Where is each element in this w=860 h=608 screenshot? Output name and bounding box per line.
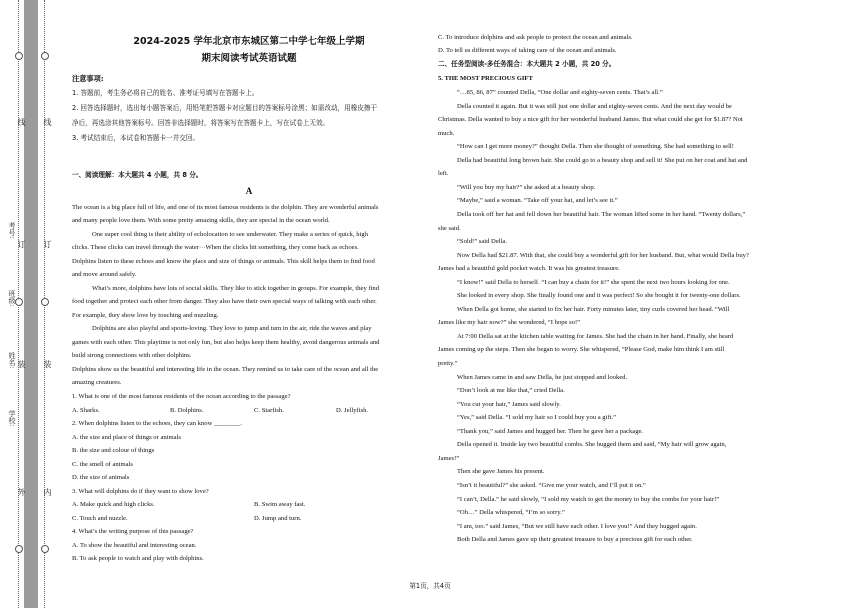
outer-mark-wai: 外 (17, 488, 26, 496)
q4-option-b[interactable]: B. To ask people to watch and play with dolphins. (72, 555, 204, 562)
q1-option-d[interactable]: D. Jellyfish. (336, 407, 369, 414)
binding-hole-icon (41, 545, 49, 553)
binding-hole-icon (15, 298, 23, 306)
inner-mark-line: 线 (43, 118, 52, 126)
story-line: When James came in and saw Della, he just stopped and looked. (457, 373, 628, 381)
story-line: “How can I get more money?” thought Della. Then she thought of something. She had something to sell! (457, 143, 734, 151)
q3-option-b[interactable]: B. Swim away fast. (254, 501, 306, 508)
notes-heading: 注意事项: (72, 74, 104, 83)
question-3-stem: 3. What will dolphins do if they want to show love? (72, 488, 209, 495)
story-line: Then she gave James his present. (457, 468, 545, 476)
story-line: “I am, too.” said James, “But we still have each other. I love you!” And they hugged again. (457, 522, 697, 530)
q2-option-a[interactable]: A. the size and place of things or animals (72, 434, 181, 441)
story-line: “I can’t, Della.” he said slowly, “I sold my watch to get the money to buy the combs for your hair!” (457, 495, 720, 503)
question-1-stem: 1. What is one of the most famous residents of the ocean according to the passage? (72, 393, 291, 400)
q3-option-a[interactable]: A. Make quick and high clicks. (72, 501, 155, 508)
story-line: James like my hair now?” she wondered, “I hope so!” (438, 319, 581, 327)
exam-subtitle: 期末阅读考试英语试题 (201, 53, 297, 64)
story-line: “Thank you,” said James and hugged her. Then he gave her a package. (457, 427, 644, 435)
story-line: “You cut your hair,” James said slowly. (457, 400, 561, 408)
binding-hole-icon (41, 298, 49, 306)
q2-option-b[interactable]: B. the size and colour of things (72, 447, 155, 454)
school-field-label: 学校: (8, 410, 16, 427)
inner-mark-zhuang: 装 (43, 360, 52, 368)
story-line: When Della got home, she started to fix her hair. Forty minutes later, tiny curls covered her head. “Will (457, 305, 730, 313)
inner-mark-nei: 内 (43, 488, 52, 496)
notes-item: 2. 回答选择题时，选出每小题答案后，用铅笔把答题卡对应题目的答案标号涂黑；如需改动，用橡皮擦干 (72, 104, 378, 112)
binding-margin (0, 0, 62, 608)
binding-hole-icon (15, 545, 23, 553)
passage-line: What’s more, dolphins have lots of social skills. They like to stick together in groups. For example, they find (92, 285, 380, 292)
q1-option-c[interactable]: C. Starfish. (254, 407, 284, 414)
passage-title: 5. THE MOST PRECIOUS GIFT (438, 75, 533, 82)
passage-line: and move around safely. (72, 271, 137, 278)
outer-mark-zhuang: 装 (17, 360, 26, 368)
class-field-label: 班级: (8, 290, 16, 307)
story-line: James had a beautiful gold pocket watch. It was his greatest treasure. (438, 265, 620, 273)
notes-item: 净后，再选涂其他答案标号。回答非选择题时，将答案写在答题卡上，写在试卷上无效。 (72, 119, 330, 127)
story-line: Della had beautiful long brown hair. She could go to a beauty shop and sell it! She put on her coat and hat and (457, 156, 748, 164)
binding-strip (24, 0, 38, 608)
passage-line: amazing creatures. (72, 379, 122, 386)
q4-option-a[interactable]: A. To show the beautiful and interesting ocean. (72, 542, 197, 549)
story-line: She looked in every shop. She finally found one and it was perfect! So she bought it for twenty-one dollars. (457, 292, 741, 300)
story-line: “I know!” said Della to herself. “I can buy a chain for it!” she spent the next two hours looking for one. (457, 278, 730, 286)
passage-line: One super cool thing is their ability of echolocation to see underwater. They make a series of quick, high (92, 231, 369, 238)
notes-item: 3. 考试结束后，本试卷和答题卡一并交回。 (72, 134, 200, 142)
story-line: much. (438, 129, 455, 137)
q4-option-d[interactable]: D. To tell us different ways of taking care of the ocean and animals. (438, 47, 617, 54)
story-line: Della counted it again. But it was still just one dollar and eighty-seven cents. And the next day would be (457, 102, 732, 110)
passage-line: Dolphins are also playful and sports-loving. They love to jump and turn in the air, ride the waves and play (92, 325, 372, 332)
outer-mark-line: 线 (17, 118, 26, 126)
story-line: Both Della and James gave up their greatest treasure to buy a precious gift for each other. (457, 536, 693, 544)
exam-number-field-label: 考号: (8, 222, 16, 239)
exam-title: 2024-2025 学年北京市东城区第二中学七年级上学期 (133, 36, 365, 47)
story-line: At 7:00 Della sat at the kitchen table waiting for James. She had the chain in her hand. Finally, she heard (457, 332, 734, 340)
passage-line: and many people love them. With some pretty amazing skills, they are special in the ocean world. (72, 217, 330, 224)
story-line: “Isn’t it beautiful?” she asked. “Give me your watch, and I’ll put it on.” (457, 481, 646, 489)
inner-mark-ding: 订 (43, 240, 52, 248)
passage-line: food together and protect each other from danger. They also have their own special ways of talking with each other. (72, 298, 377, 305)
story-line: “Don’t look at me like that,” cried Della. (457, 387, 565, 395)
section2-heading: 二、任务型阅读-多任务混合：本大题共 2 小题，共 20 分。 (438, 60, 616, 68)
question-2-stem: 2. When dolphins listen to the echoes, they can know ________. (72, 420, 243, 427)
q3-option-d[interactable]: D. Jump and turn. (254, 515, 302, 522)
q1-option-b[interactable]: B. Dolphins. (170, 407, 204, 414)
story-line: “…85, 86, 87” counted Della, “One dollar and eighty-seven cents. That’s all.” (457, 89, 663, 96)
binding-hole-icon (15, 52, 23, 60)
question-4-stem: 4. What’s the writing purpose of this passage? (72, 528, 194, 535)
q2-option-d[interactable]: D. the size of animals (72, 474, 130, 481)
q3-option-c[interactable]: C. Touch and nuzzle. (72, 515, 128, 522)
q2-option-c[interactable]: C. the smell of animals (72, 461, 133, 468)
passage-line: build strong connections with other dolphins. (72, 352, 192, 359)
story-line: she said. (438, 224, 461, 232)
outer-mark-ding: 订 (17, 240, 26, 248)
story-line: Christmas. Della wanted to buy a nice gift for her wonderful husband James. But what could she get for $1.87? Not (438, 116, 743, 124)
story-line: Della took off her hat and fell down her beautiful hair. The woman lifted some in her hand. “Twenty dollars,” (457, 210, 746, 218)
story-line: left. (438, 170, 449, 178)
passage-line: clicks. These clicks can travel through the water···When the clicks hit something, they come back as echoes. (72, 244, 359, 251)
section1-heading: 一、阅读理解：本大题共 4 小题，共 8 分。 (72, 171, 203, 179)
story-line: “Oh…” Della whispered, “I’m so sorry.” (457, 509, 565, 517)
story-line: James coming up the steps. Then she began to worry. She whispered, “Please God, make him think I am still (438, 346, 725, 354)
passage-line: Dolphins show us the beautiful and interesting life in the ocean. They remind us to take care of the ocean and all the (72, 366, 379, 373)
passage-line: games with each other. This playtime is not only fun, but also helps keep them healthy, avoid dangerous animals and (72, 339, 380, 346)
binding-hole-icon (41, 52, 49, 60)
story-line: “Yes,” said Della. “I sold my hair so I could buy you a gift.” (457, 414, 617, 422)
passage-line: The ocean is a big place full of life, and one of its most famous residents is the dolphin. They are wonderful animals (72, 204, 379, 211)
passage-line: Dolphins listen to these echoes and know the place and size of things or animals. This skill helps them to find food (72, 258, 375, 265)
story-line: pretty.” (438, 360, 458, 367)
story-line: Della opened it. Inside lay two beautiful combs. She hugged them and said, “My hair will grow again, (457, 441, 727, 449)
page-footer: 第1页，共4页 (409, 582, 451, 590)
passage-line: For example, they show love by touching and nuzzling. (72, 312, 219, 319)
passage-label: A (245, 186, 253, 196)
story-line: “Will you buy my hair?” she asked at a beauty shop. (457, 183, 596, 191)
story-line: “Maybe,” said a woman. “Take off your hat, and let’s see it.” (457, 197, 618, 205)
name-field-label: 姓名: (8, 352, 16, 369)
story-line: James!” (438, 454, 460, 462)
story-line: “Sold!” said Della. (457, 238, 507, 246)
q1-option-a[interactable]: A. Sharks. (72, 407, 100, 414)
notes-item: 1. 答题前，考生务必将自己的姓名、准考证号填写在答题卡上。 (72, 89, 259, 97)
q4-option-c[interactable]: C. To introduce dolphins and ask people to protect the ocean and animals. (438, 34, 633, 41)
story-line: Now Della had $21.87. With that, she could buy a wonderful gift for her husband. But, what would Della buy? (457, 251, 749, 259)
